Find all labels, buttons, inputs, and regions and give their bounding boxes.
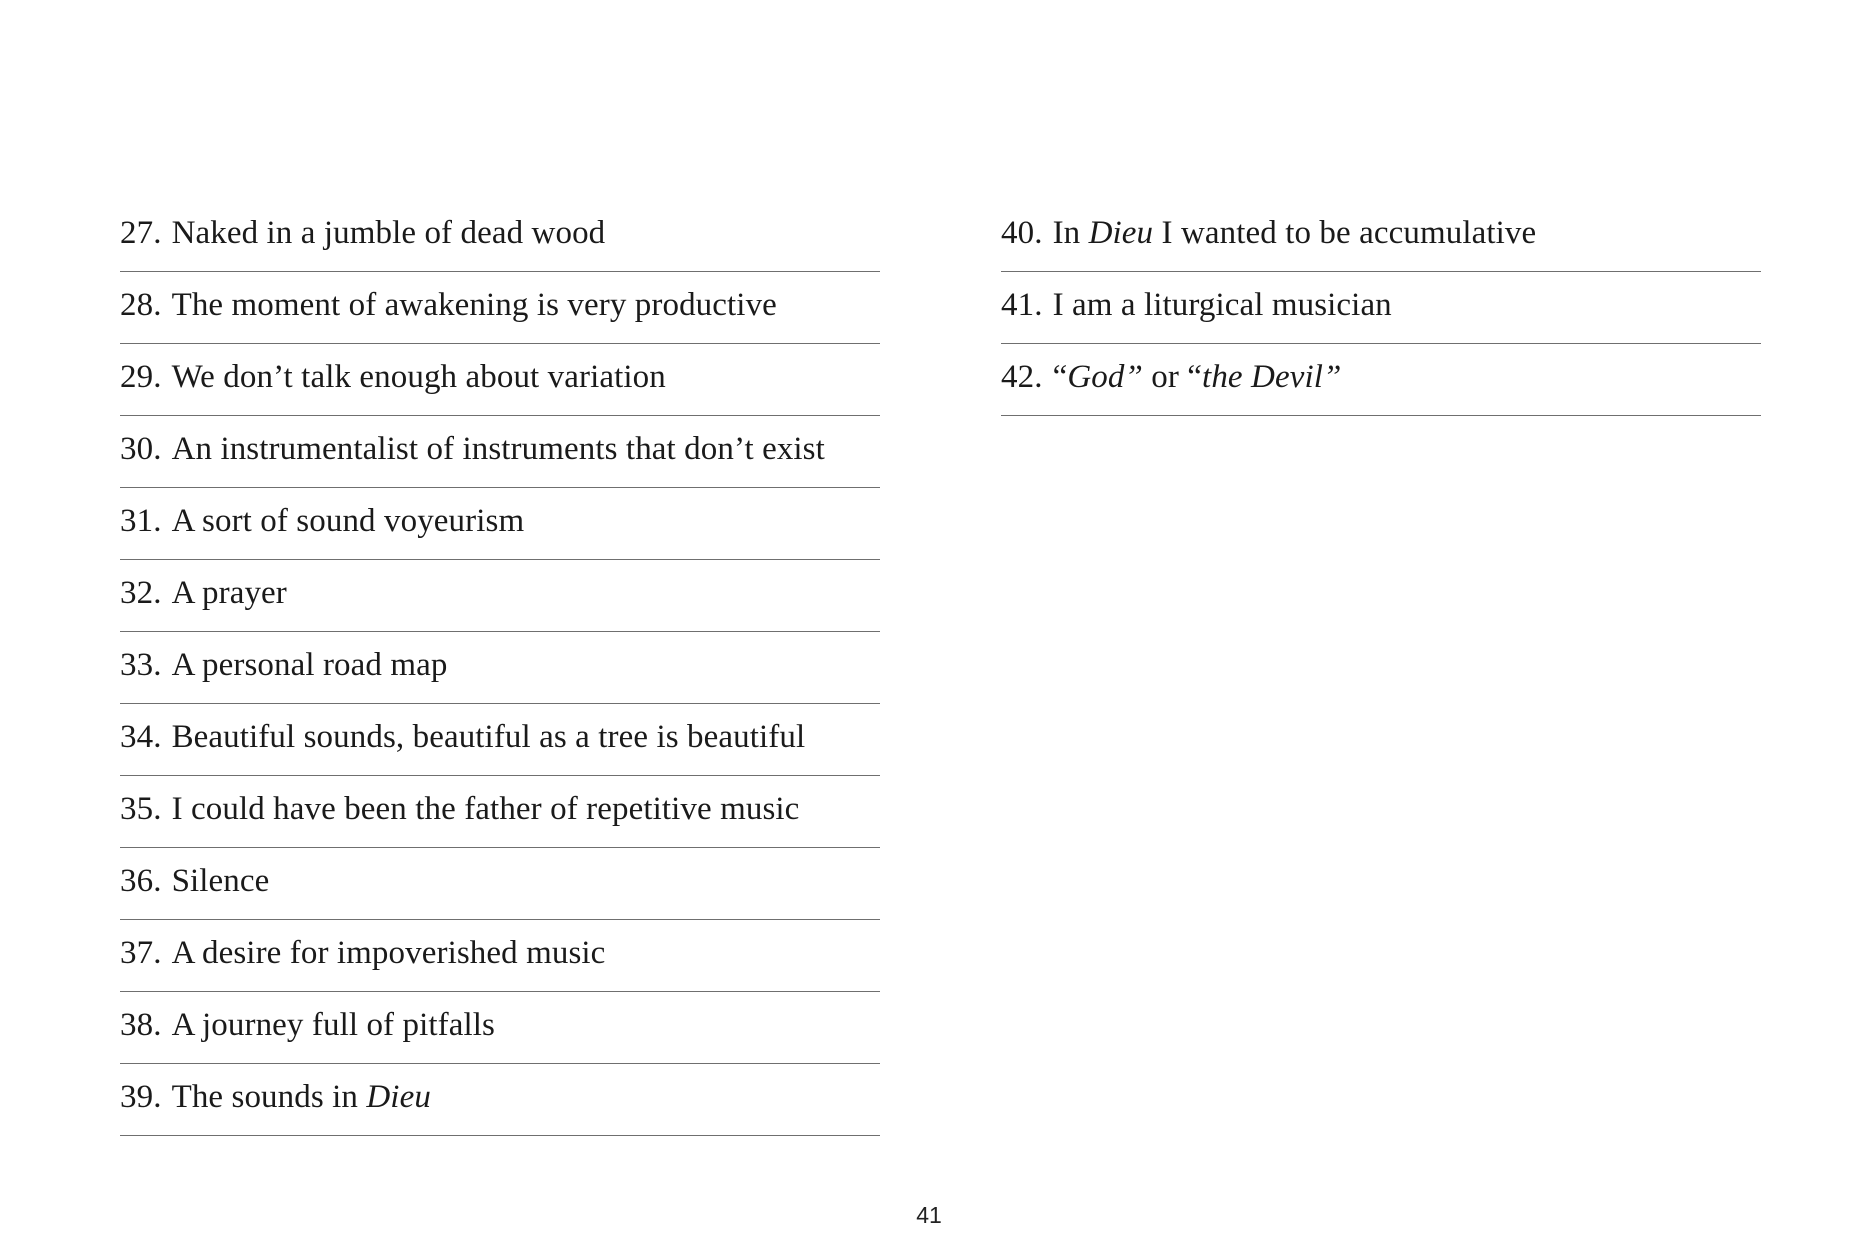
item-number: 37. [120, 935, 162, 971]
item-number: 41. [1001, 287, 1043, 323]
item-number: 29. [120, 359, 162, 395]
item-text-middle: or “ [1142, 359, 1203, 395]
item-text: The sounds in [171, 1079, 367, 1115]
list-item [120, 488, 880, 560]
list-item [120, 416, 880, 488]
item-number: 34. [120, 719, 162, 755]
item-text: I am a liturgical musician [1052, 287, 1392, 323]
item-number: 28. [120, 287, 162, 323]
list-item [120, 632, 880, 704]
item-number: 30. [120, 431, 162, 467]
list-item [120, 992, 880, 1064]
list-item [120, 848, 880, 920]
item-text: Naked in a jumble of dead wood [171, 215, 606, 251]
item-number: 35. [120, 791, 162, 827]
list-item [120, 200, 880, 272]
open-quote: “ [1052, 359, 1068, 395]
item-number: 31. [120, 503, 162, 539]
page-number: 41 [916, 1202, 942, 1228]
item-text: Silence [171, 863, 270, 899]
item-text: A journey full of pitfalls [171, 1007, 495, 1043]
item-text: A sort of sound voyeurism [171, 503, 525, 539]
list-item [120, 776, 880, 848]
item-number: 27. [120, 215, 162, 251]
list-item [120, 1064, 880, 1136]
item-italic-devil: the Devil” [1202, 359, 1342, 395]
item-number: 42. [1001, 359, 1043, 395]
item-number: 36. [120, 863, 162, 899]
list-item [120, 920, 880, 992]
item-text: The moment of awakening is very productive [171, 287, 777, 323]
item-text: Beautiful sounds, beautiful as a tree is beautiful [171, 719, 806, 755]
item-italic-title: Dieu [1088, 215, 1154, 251]
item-number: 39. [120, 1079, 162, 1115]
list-item [1001, 272, 1761, 344]
list-item [120, 344, 880, 416]
list-item [1001, 200, 1761, 272]
right-column [1001, 200, 1761, 416]
item-text: In [1052, 215, 1089, 251]
item-number: 32. [120, 575, 162, 611]
list-item [120, 560, 880, 632]
item-number: 33. [120, 647, 162, 683]
item-italic-title: Dieu [366, 1079, 431, 1115]
item-text: A prayer [171, 575, 287, 611]
item-text: An instrumentalist of instruments that don’t exist [171, 431, 825, 467]
left-column [120, 200, 880, 1136]
item-text: A personal road map [171, 647, 448, 683]
list-item [120, 704, 880, 776]
item-text: I could have been the father of repetitive music [171, 791, 800, 827]
item-text: We don’t talk enough about variation [171, 359, 666, 395]
list-item [1001, 344, 1761, 416]
item-text-continued: I wanted to be accumulative [1153, 215, 1537, 251]
item-text: A desire for impoverished music [171, 935, 606, 971]
item-number: 40. [1001, 215, 1043, 251]
list-item [120, 272, 880, 344]
item-number: 38. [120, 1007, 162, 1043]
item-italic-god: God” [1067, 359, 1143, 395]
